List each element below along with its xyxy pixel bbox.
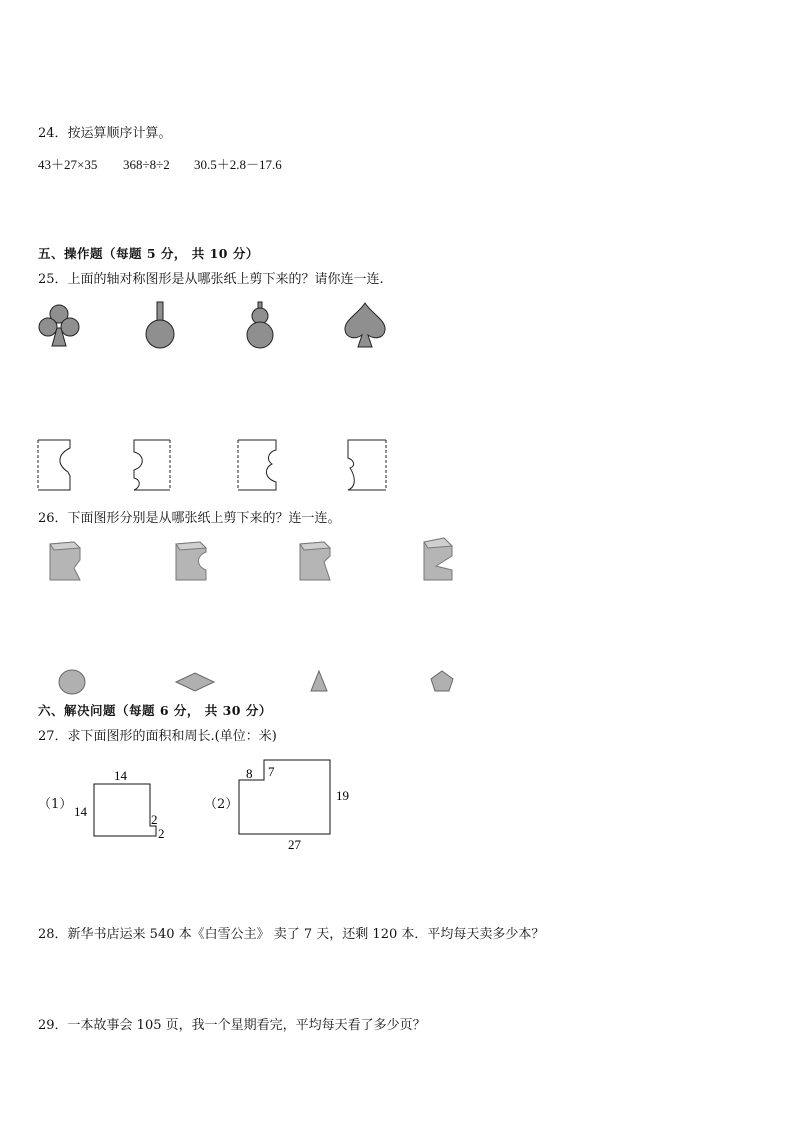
figure-2-bottom-label: 27 [288, 837, 301, 852]
spade-icon [340, 300, 390, 350]
section6-heading: 六、解决问题（每题 6 分， 共 30 分） [38, 703, 272, 718]
circle-icon [56, 668, 88, 696]
figure-2-label: （2） [204, 797, 239, 812]
figure-2-step-left-label: 8 [246, 766, 253, 781]
folded-paper-3[interactable] [294, 538, 336, 584]
pentagon-icon [428, 668, 456, 694]
q27-title: 27．求下面图形的面积和周长.(单位：米) [38, 729, 277, 744]
folded-paper-2[interactable] [170, 538, 212, 584]
folded-paper-1[interactable] [44, 538, 86, 584]
q26-title: 26．下面图形分别是从哪张纸上剪下来的？连一连。 [38, 511, 341, 526]
figure-2-diagram [230, 754, 360, 858]
figure-2-step-top-label: 7 [268, 764, 275, 779]
q28-text: 28．新华书店运来 540 本《白雪公主》 卖了 7 天，还剩 120 本．平均每天卖多少本？ [38, 927, 545, 942]
q29-text: 29．一本故事会 105 页，我一个星期看完，平均每天看了多少页？ [38, 1018, 426, 1033]
paper-option-1[interactable] [36, 438, 76, 492]
rhombus-icon [174, 670, 216, 694]
q24-expression-1: 43＋27×35 [38, 157, 98, 172]
figure-1-left-label: 14 [74, 804, 87, 819]
q24-expression-2: 368÷8÷2 [123, 157, 170, 172]
paper-option-3[interactable] [236, 438, 280, 492]
section5-heading: 五、操作题（每题 5 分， 共 10 分） [38, 246, 259, 261]
paper-option-4[interactable] [344, 438, 390, 492]
q24-title: 24．按运算顺序计算。 [38, 126, 172, 141]
figure-1-notch-v-label: 2 [151, 812, 158, 827]
figure-1-notch-h-label: 2 [158, 826, 165, 841]
figure-1-label: （1） [38, 797, 73, 812]
q25-title: 25．上面的轴对称图形是从哪张纸上剪下来的？请你连一连. [38, 272, 384, 287]
figure-1-diagram [70, 764, 174, 842]
triangle-icon [308, 668, 330, 694]
figure-2-right-label: 19 [336, 788, 349, 803]
q24-expression-3: 30.5＋2.8－17.6 [194, 157, 282, 172]
paper-option-2[interactable] [130, 438, 174, 492]
bottle-icon [140, 300, 180, 350]
folded-paper-4[interactable] [418, 536, 460, 584]
gourd-icon [242, 300, 278, 350]
club-icon [36, 302, 82, 350]
figure-1-top-label: 14 [114, 768, 127, 783]
